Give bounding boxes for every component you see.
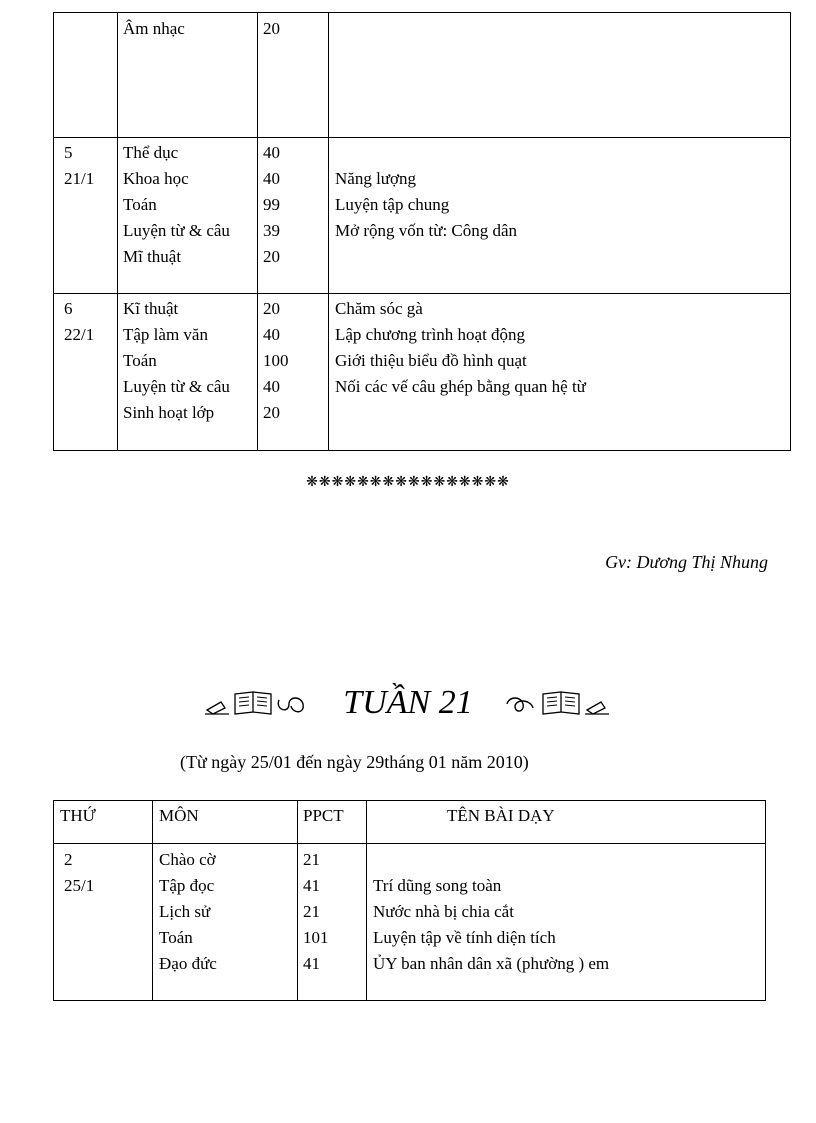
subject-cell — [159, 847, 217, 977]
ppct-value: 21 — [303, 850, 320, 869]
subject-cell — [123, 296, 230, 426]
lesson-title — [335, 244, 517, 270]
ppct-value: 100 — [263, 351, 289, 370]
schedule-table-week20 — [53, 12, 791, 451]
lesson-title: Mở rộng vốn từ: Công dân — [335, 221, 518, 240]
subject-name: Tập làm văn — [123, 325, 208, 344]
row-divider — [54, 137, 790, 138]
ppct-value: 39 — [263, 221, 280, 240]
lesson-title: Luyện tập chung — [335, 195, 450, 214]
subject-name: Toán — [123, 351, 157, 370]
lesson-cell — [335, 140, 517, 270]
ppct-value: 41 — [303, 876, 320, 895]
header-day: THỨ — [60, 806, 96, 825]
subject-name: Đạo đức — [159, 954, 217, 973]
ppct-value: 20 — [263, 247, 280, 266]
ppct-value: 20 — [263, 299, 280, 318]
ppct-cell — [263, 16, 280, 42]
week-title: TUẦN 21 — [343, 684, 473, 721]
ppct-cell — [303, 847, 329, 977]
subject-name: Sinh hoạt lớp — [123, 403, 215, 422]
row-divider — [54, 293, 790, 294]
lesson-title: Năng lượng — [335, 169, 416, 188]
ppct-value: 20 — [263, 403, 280, 422]
ppct-value: 20 — [263, 19, 280, 38]
ppct-value: 21 — [303, 902, 320, 921]
ppct-cell — [263, 140, 280, 270]
book-ornament-right-icon — [503, 688, 613, 718]
day-number: 6 — [64, 299, 73, 318]
day-number: 2 — [64, 850, 73, 869]
subject-name: Kĩ thuật — [123, 299, 179, 318]
star-divider: ❋❋❋❋❋❋❋❋❋❋❋❋❋❋❋❋ — [306, 474, 510, 490]
row-divider — [54, 843, 765, 844]
schedule-table-week21 — [53, 800, 766, 1001]
subject-name: Toán — [123, 195, 157, 214]
column-divider — [257, 13, 258, 450]
lesson-title — [335, 400, 586, 426]
lesson-title: Giới thiệu biểu đồ hình quạt — [335, 351, 527, 370]
day-cell — [64, 140, 94, 192]
column-divider — [297, 801, 298, 1000]
subject-name: Luyện từ & câu — [123, 377, 230, 396]
teacher-signature: Gv: Dương Thị Nhung — [605, 552, 768, 572]
subject-name: Mĩ thuật — [123, 247, 182, 266]
subject-cell — [123, 16, 185, 42]
lesson-title: Trí dũng song toàn — [373, 876, 502, 895]
ppct-value: 41 — [303, 954, 320, 973]
lesson-title: Nối các vế câu ghép bằng quan hệ từ — [335, 377, 586, 396]
lesson-cell — [373, 847, 609, 977]
header-lesson: TÊN BÀI DẠY — [447, 806, 555, 825]
subject-name: Toán — [159, 928, 193, 947]
day-date: 21/1 — [64, 169, 95, 188]
date-range: (Từ ngày 25/01 đến ngày 29tháng 01 năm 2010) — [180, 752, 529, 772]
column-divider — [366, 801, 367, 1000]
ppct-value: 101 — [303, 928, 329, 947]
subject-name: Luyện từ & câu — [123, 221, 230, 240]
subject-name: Chào cờ — [159, 850, 216, 869]
subject-name: Thể dục — [123, 143, 179, 162]
ppct-cell — [263, 296, 289, 426]
day-cell — [64, 847, 94, 899]
lesson-title — [373, 847, 609, 873]
subject-name: Lịch sử — [159, 902, 211, 921]
ppct-value: 40 — [263, 143, 280, 162]
header-subject: MÔN — [159, 806, 199, 825]
lesson-cell — [335, 296, 586, 426]
lesson-title: Chăm sóc gà — [335, 299, 423, 318]
subject-name: Âm nhạc — [123, 19, 185, 38]
day-date: 22/1 — [64, 325, 95, 344]
header-ppct: PPCT — [303, 806, 344, 825]
column-divider — [117, 13, 118, 450]
lesson-title: Luyện tập về tính diện tích — [373, 928, 556, 947]
ppct-value: 99 — [263, 195, 280, 214]
lesson-title — [335, 140, 517, 166]
ppct-value: 40 — [263, 169, 280, 188]
lesson-title: Lập chương trình hoạt động — [335, 325, 526, 344]
column-divider — [152, 801, 153, 1000]
ppct-value: 40 — [263, 325, 280, 344]
subject-name: Khoa học — [123, 169, 189, 188]
week-heading — [0, 684, 816, 722]
ppct-value: 40 — [263, 377, 280, 396]
day-cell — [64, 296, 94, 348]
subject-cell — [123, 140, 230, 270]
lesson-title: Nước nhà bị chia cắt — [373, 902, 514, 921]
day-number: 5 — [64, 143, 73, 162]
column-divider — [328, 13, 329, 450]
book-ornament-left-icon — [203, 688, 313, 718]
lesson-title: ỦY ban nhân dân xã (phường ) em — [373, 954, 610, 973]
subject-name: Tập đọc — [159, 876, 215, 895]
day-date: 25/1 — [64, 876, 95, 895]
